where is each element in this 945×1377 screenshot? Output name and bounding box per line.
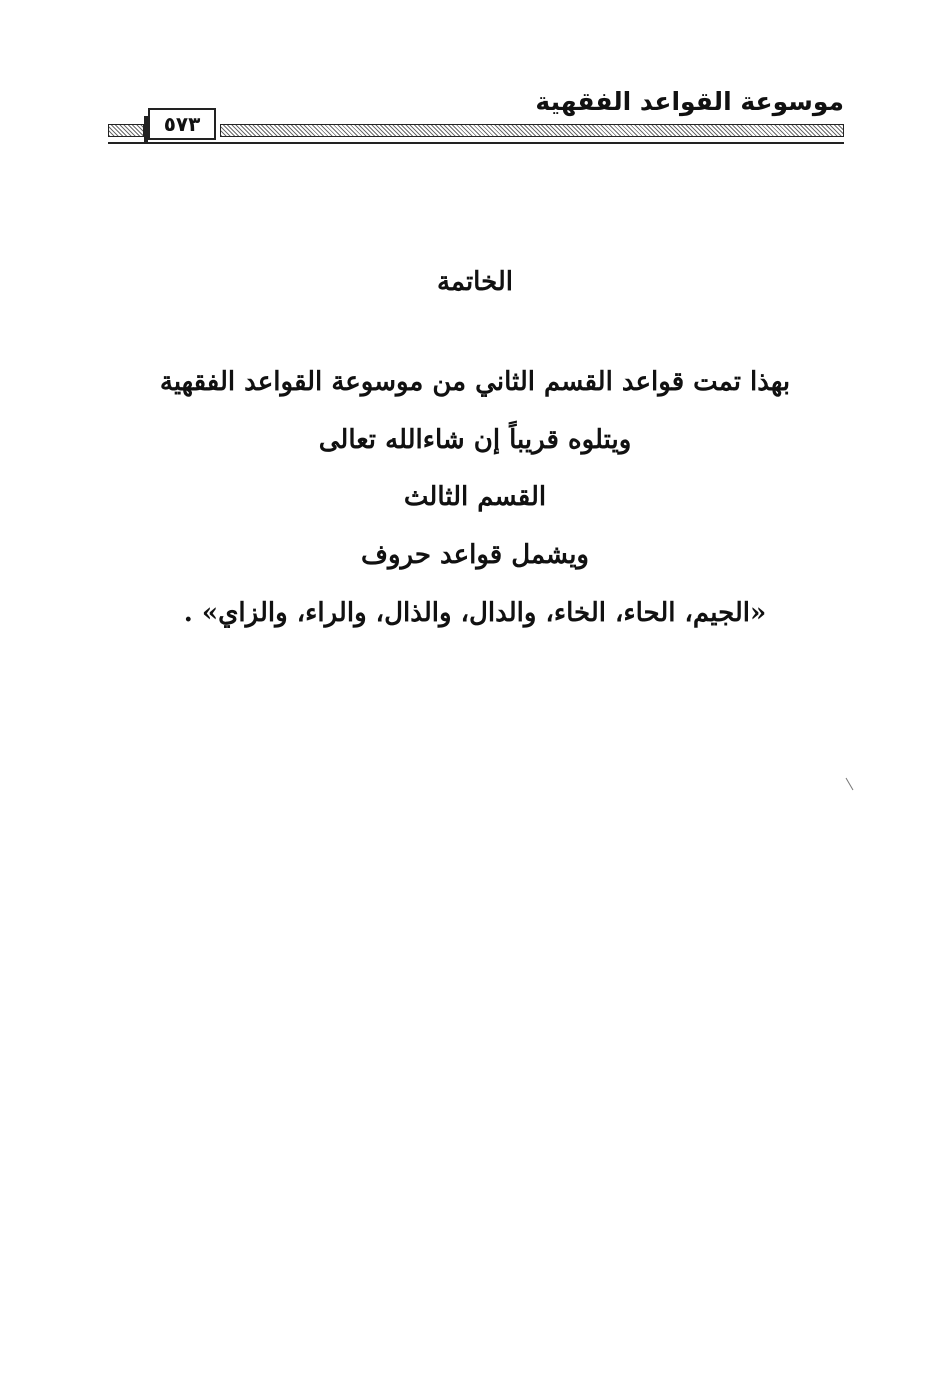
header-underline (108, 142, 844, 144)
book-title: موسوعة القواعد الفقهية (535, 87, 844, 116)
section-heading: الخاتمة (436, 267, 514, 297)
body-line-3: القسم الثالث (403, 482, 547, 512)
scan-speck (846, 778, 854, 791)
header-ornament-left (108, 124, 144, 137)
body-line-5: «الجيم، الحاء، الخاء، والدال، والذال، والراء، والزاي» . (183, 598, 767, 628)
body-line-2: ويتلوه قريباً إن شاءالله تعالى (318, 425, 632, 455)
body-line-4: ويشمل قواعد حروف (361, 540, 589, 570)
page-number: ٥٧٣ (163, 112, 201, 136)
body-line-1: بهذا تمت قواعد القسم الثاني من موسوعة القواعد الفقهية (159, 367, 791, 397)
page-number-box (148, 108, 216, 140)
header-ornament-right (220, 124, 844, 137)
running-header (108, 84, 844, 156)
header-rule (108, 124, 844, 137)
